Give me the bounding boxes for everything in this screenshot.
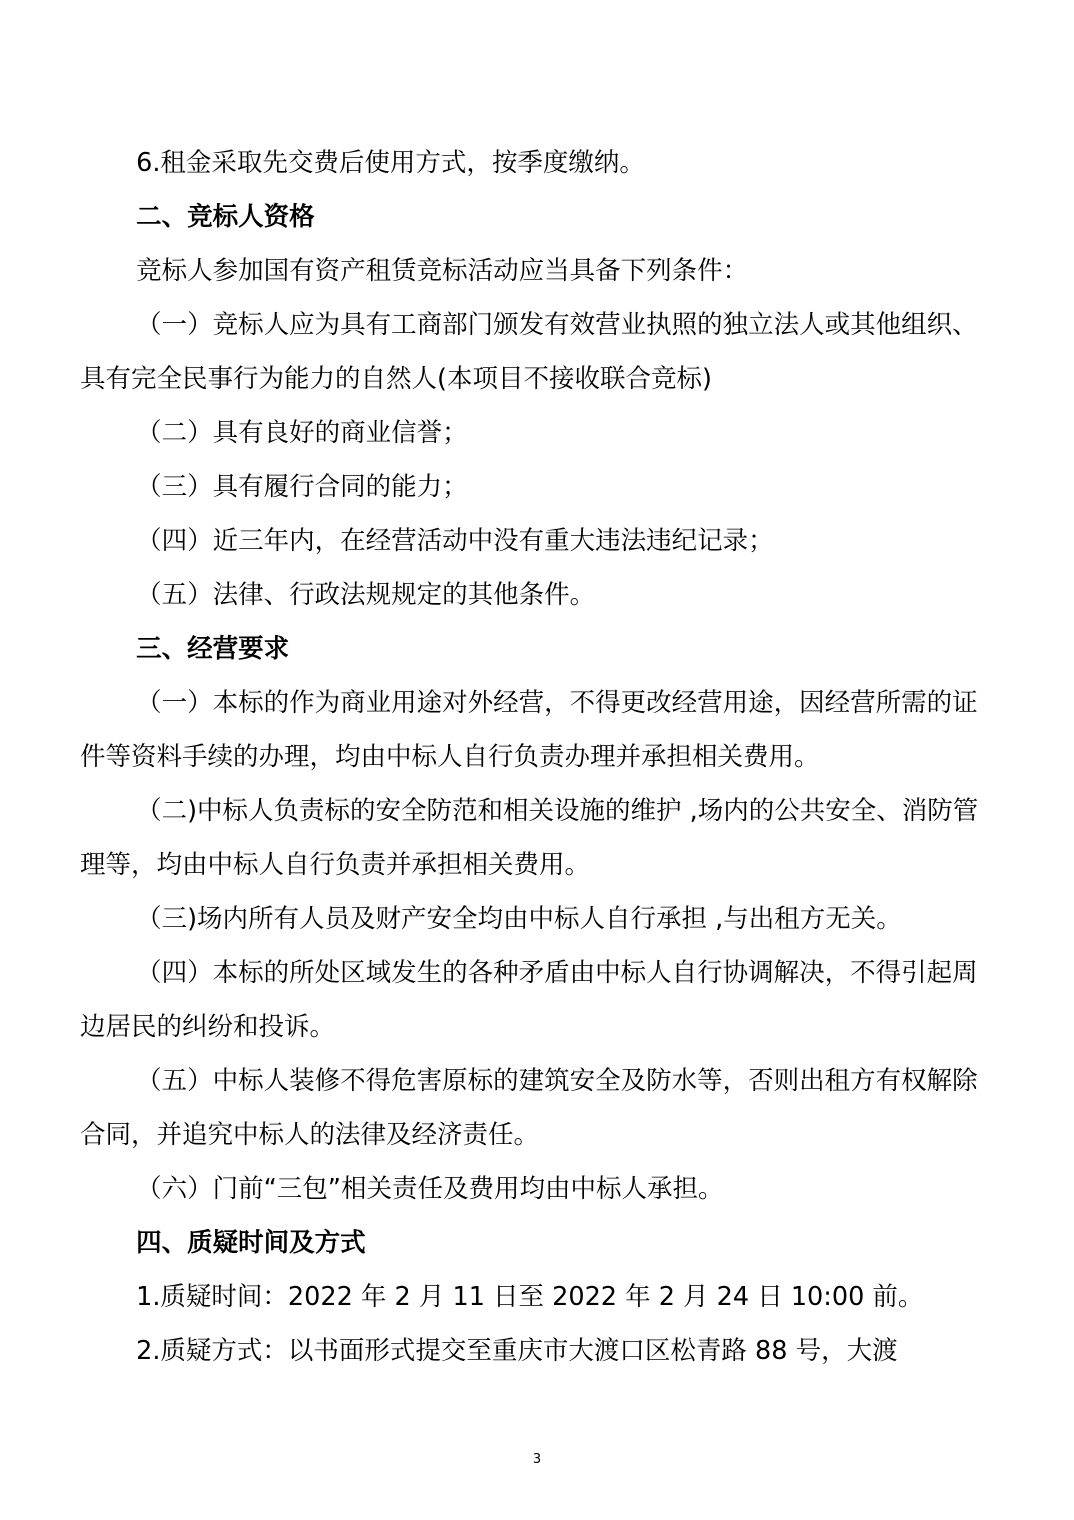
heading-operation-requirements: 三、经营要求 [136, 634, 290, 664]
paragraph-inquiry-method: 2.质疑方式：以书面形式提交至重庆市大渡口区松青路 88 号，大渡 [136, 1336, 898, 1366]
paragraph-condition-4: （四）近三年内，在经营活动中没有重大违法违纪记录； [136, 526, 774, 556]
paragraph-condition-2: （二）具有良好的商业信誉； [136, 418, 468, 448]
paragraph-rent-payment: 6.租金采取先交费后使用方式，按季度缴纳。 [136, 148, 645, 178]
page-number: 3 [532, 1452, 542, 1467]
paragraph-requirement-5: （五）中标人装修不得危害原标的建筑安全及防水等，否则出租方有权解除合同，并追究中标人的法律及经济责任。 [80, 1066, 978, 1150]
paragraph-condition-1: （一）竞标人应为具有工商部门颁发有效营业执照的独立法人或其他组织、具有完全民事行为能力的自然人(本项目不接收联合竞标) [80, 310, 978, 394]
paragraph-requirement-2: （二)中标人负责标的安全防范和相关设施的维护 ,场内的公共安全、消防管理等，均由中标人自行负责并承担相关费用。 [80, 796, 979, 880]
paragraph-requirement-1: （一）本标的作为商业用途对外经营，不得更改经营用途，因经营所需的证件等资料手续的办理，均由中标人自行负责办理并承担相关费用。 [80, 688, 978, 772]
paragraph-condition-5: （五）法律、行政法规规定的其他条件。 [136, 580, 596, 610]
paragraph-requirement-6: （六）门前“三包”相关责任及费用均由中标人承担。 [136, 1174, 724, 1204]
paragraph-requirement-3: （三)场内所有人员及财产安全均由中标人自行承担 ,与出租方无关。 [136, 904, 902, 934]
document-body [80, 136, 1000, 1378]
paragraph-condition-3: （三）具有履行合同的能力； [136, 472, 468, 502]
heading-inquiry-time-method: 四、质疑时间及方式 [136, 1228, 366, 1258]
paragraph-inquiry-time: 1.质疑时间：2022 年 2 月 11 日至 2022 年 2 月 24 日 10:00 前。 [136, 1282, 924, 1312]
heading-bidder-qualification: 二、竞标人资格 [136, 202, 315, 232]
paragraph-conditions-intro: 竞标人参加国有资产租赁竞标活动应当具备下列条件： [136, 256, 749, 286]
paragraph-requirement-4: （四）本标的所处区域发生的各种矛盾由中标人自行协调解决，不得引起周边居民的纠纷和投诉。 [80, 958, 978, 1042]
